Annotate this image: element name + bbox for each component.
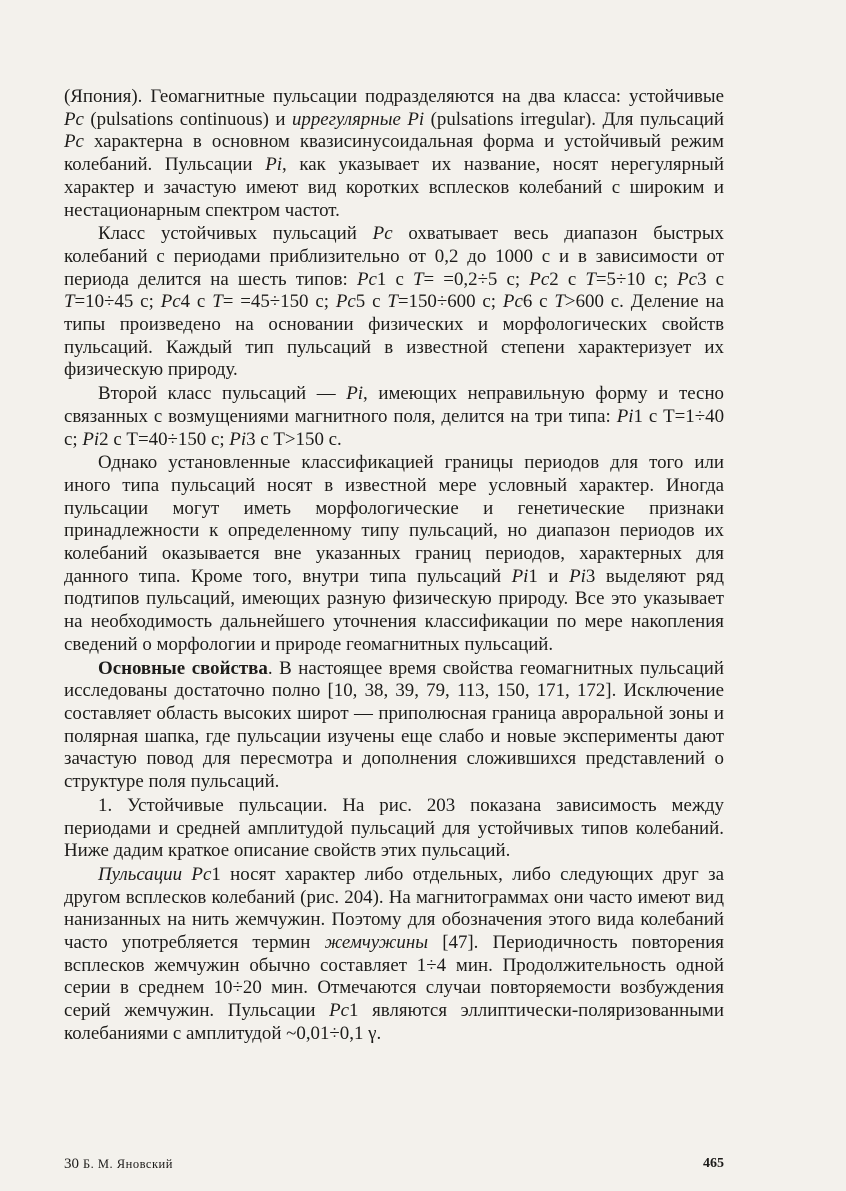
- page-number: 465: [703, 1156, 724, 1171]
- paragraph: [64, 795, 724, 863]
- text-run: = =45÷150 с;: [222, 291, 336, 313]
- text-run: 5 с: [355, 291, 388, 313]
- text-run: =5÷10 с;: [595, 268, 678, 290]
- italic-text: Pc: [64, 131, 84, 153]
- italic-text: T: [413, 268, 424, 290]
- text-run: >600 с. Деление на типы произведено на основании физических и морфологических свойств пульсаций. Каждый тип пульсаций в известной степени характеризует их физическую природу.: [64, 291, 725, 381]
- paragraph: [64, 223, 724, 382]
- text-run: 3 выделяют ряд подтипов пульсаций, имеющих разную физическую природу. Все это указывает на необходимость дальнейшего уточнения классификации по мере накопления сведений о морфологии и природе геомагнитных пульсаций.: [64, 565, 724, 655]
- text-run: 6 с: [522, 291, 555, 313]
- signature-mark: [64, 1155, 173, 1173]
- italic-text: T: [64, 291, 75, 313]
- text-run: Класс устойчивых пульсаций: [98, 223, 373, 245]
- text-run: 1 и: [528, 565, 570, 587]
- italic-text: Pi: [265, 154, 282, 176]
- text-run: 1. Устойчивые пульсации. На рис. 203 показана зависимость между периодами и средней амплитудой пульсаций для устойчивых типов колебаний. Ниже дадим краткое описание свойств этих пульсаций.: [64, 794, 724, 862]
- text-run: =10÷45 с;: [74, 291, 161, 313]
- italic-text: Pc: [160, 291, 181, 313]
- page-body: [64, 86, 724, 1046]
- paragraph: [64, 864, 724, 1046]
- text-run: 3 с T>150 с.: [246, 428, 342, 450]
- text-run: Однако установленные классификацией границы периодов для того или иного типа пульсаций носят в известной мере условный характер. Иногда пульсации могут иметь морфологические и генетические признаки принадлежности к определенному типу пульсаций, но диапазон периодов их колебаний оказывается вне указанных границ периодов, характерных для данного типа. Кроме того, внутри типа пульсаций: [64, 452, 724, 587]
- italic-text: Pc: [335, 291, 356, 313]
- author-name: Б. М. Яновский: [83, 1157, 173, 1171]
- text-run: . В настоящее время свойства геомагнитных пульсаций исследованы достаточно полно [10, 38, 39, 79, 113, 150, 171, 172]. Исключение составляет область высоких широт — приполюсная граница авроральной зоны и полярная шапка, где пульсации изучены еще слабо и новые эксперименты дают зачастую повод для пересмотра и дополнения сложившихся представлений о структуре поля пульсаций.: [64, 657, 724, 793]
- text-run: 1 носят характер либо отдельных, либо следующих друг за другом всплесков колебаний (рис. 204). На магнитограммах они часто имеют вид нанизанных на нить жемчужин. Поэтому для обозначения этого вида колебаний часто употребляется термин: [64, 863, 724, 954]
- italic-text: иррегулярные Pi: [291, 108, 425, 130]
- paragraph: [64, 86, 724, 222]
- text-run: [47]. Периодичность повторения всплесков жемчужин обычно составляет 1÷4 мин. Продолжительность одной серии в среднем 10÷20 мин. Отмечаются случаи повторяемости возбуждения серий жемчужин. Пульсации: [64, 932, 724, 1022]
- italic-text: Pi: [511, 565, 529, 587]
- italic-text: Pc: [329, 1000, 350, 1022]
- bold-text: Основные свойства: [98, 657, 268, 679]
- text-run: охватывает весь диапазон быстрых колебаний с периодами приблизительно от 0,2 до 1000 с и в зависимости от периода делится на шесть типов:: [64, 223, 724, 290]
- text-run: = =0,2÷5 с;: [423, 268, 530, 290]
- text-run: (Япония). Геомагнитные пульсации подразделяются на два класса: устойчивые: [64, 86, 724, 107]
- italic-text: Pc: [372, 223, 393, 245]
- italic-text: Pi: [616, 405, 634, 427]
- text-run: характерна в основном квазисинусоидальная форма и устойчивый режим колебаний. Пульсации: [64, 131, 724, 176]
- italic-text: Pc: [502, 291, 523, 313]
- text-run: 2 с: [549, 268, 586, 290]
- italic-text: Pi: [82, 428, 100, 450]
- text-run: 1 с: [376, 268, 413, 290]
- text-run: 1 являются эллиптически-поляризованными колебаниями с амплитудой ~0,01÷0,1 γ.: [64, 1000, 724, 1044]
- italic-text: жемчужины: [324, 932, 428, 954]
- italic-text: Pc: [529, 268, 550, 290]
- italic-text: T: [585, 268, 596, 290]
- italic-text: Pi: [229, 428, 247, 450]
- italic-text: Pi: [346, 383, 364, 405]
- italic-text: Pc: [356, 268, 377, 290]
- italic-text: T: [387, 291, 398, 313]
- text-run: 3 с: [697, 268, 725, 290]
- paragraph: [64, 658, 724, 794]
- signature-number: 30: [64, 1156, 79, 1172]
- text-run: 4 с: [180, 291, 213, 313]
- text-run: , имеющих неправильную форму и тесно связанных с возмущениями магнитного поля, делится на три типа:: [64, 383, 724, 427]
- text-run: (pulsations irregular). Для пульсаций: [424, 108, 724, 130]
- paragraph: [64, 452, 724, 656]
- italic-text: Pi: [569, 565, 586, 587]
- italic-text: Pc: [64, 108, 84, 130]
- italic-text: T: [212, 291, 223, 313]
- text-run: =150÷600 с;: [397, 291, 503, 313]
- text-run: , как указывает их название, носят нерегулярный характер и зачастую имеют вид коротких всплесков колебаний с широким и нестационарным спектром частот.: [64, 154, 724, 221]
- text-run: Второй класс пульсаций —: [98, 383, 347, 405]
- paragraph: [64, 383, 724, 451]
- italic-text: Pc: [677, 268, 698, 290]
- text-run: 1 с T=1÷40 с;: [64, 405, 725, 450]
- italic-text: Пульсации Pc: [98, 863, 212, 885]
- text-run: (pulsations continuous) и: [83, 108, 292, 130]
- italic-text: T: [554, 291, 565, 313]
- text-run: 2 с T=40÷150 с;: [99, 428, 230, 450]
